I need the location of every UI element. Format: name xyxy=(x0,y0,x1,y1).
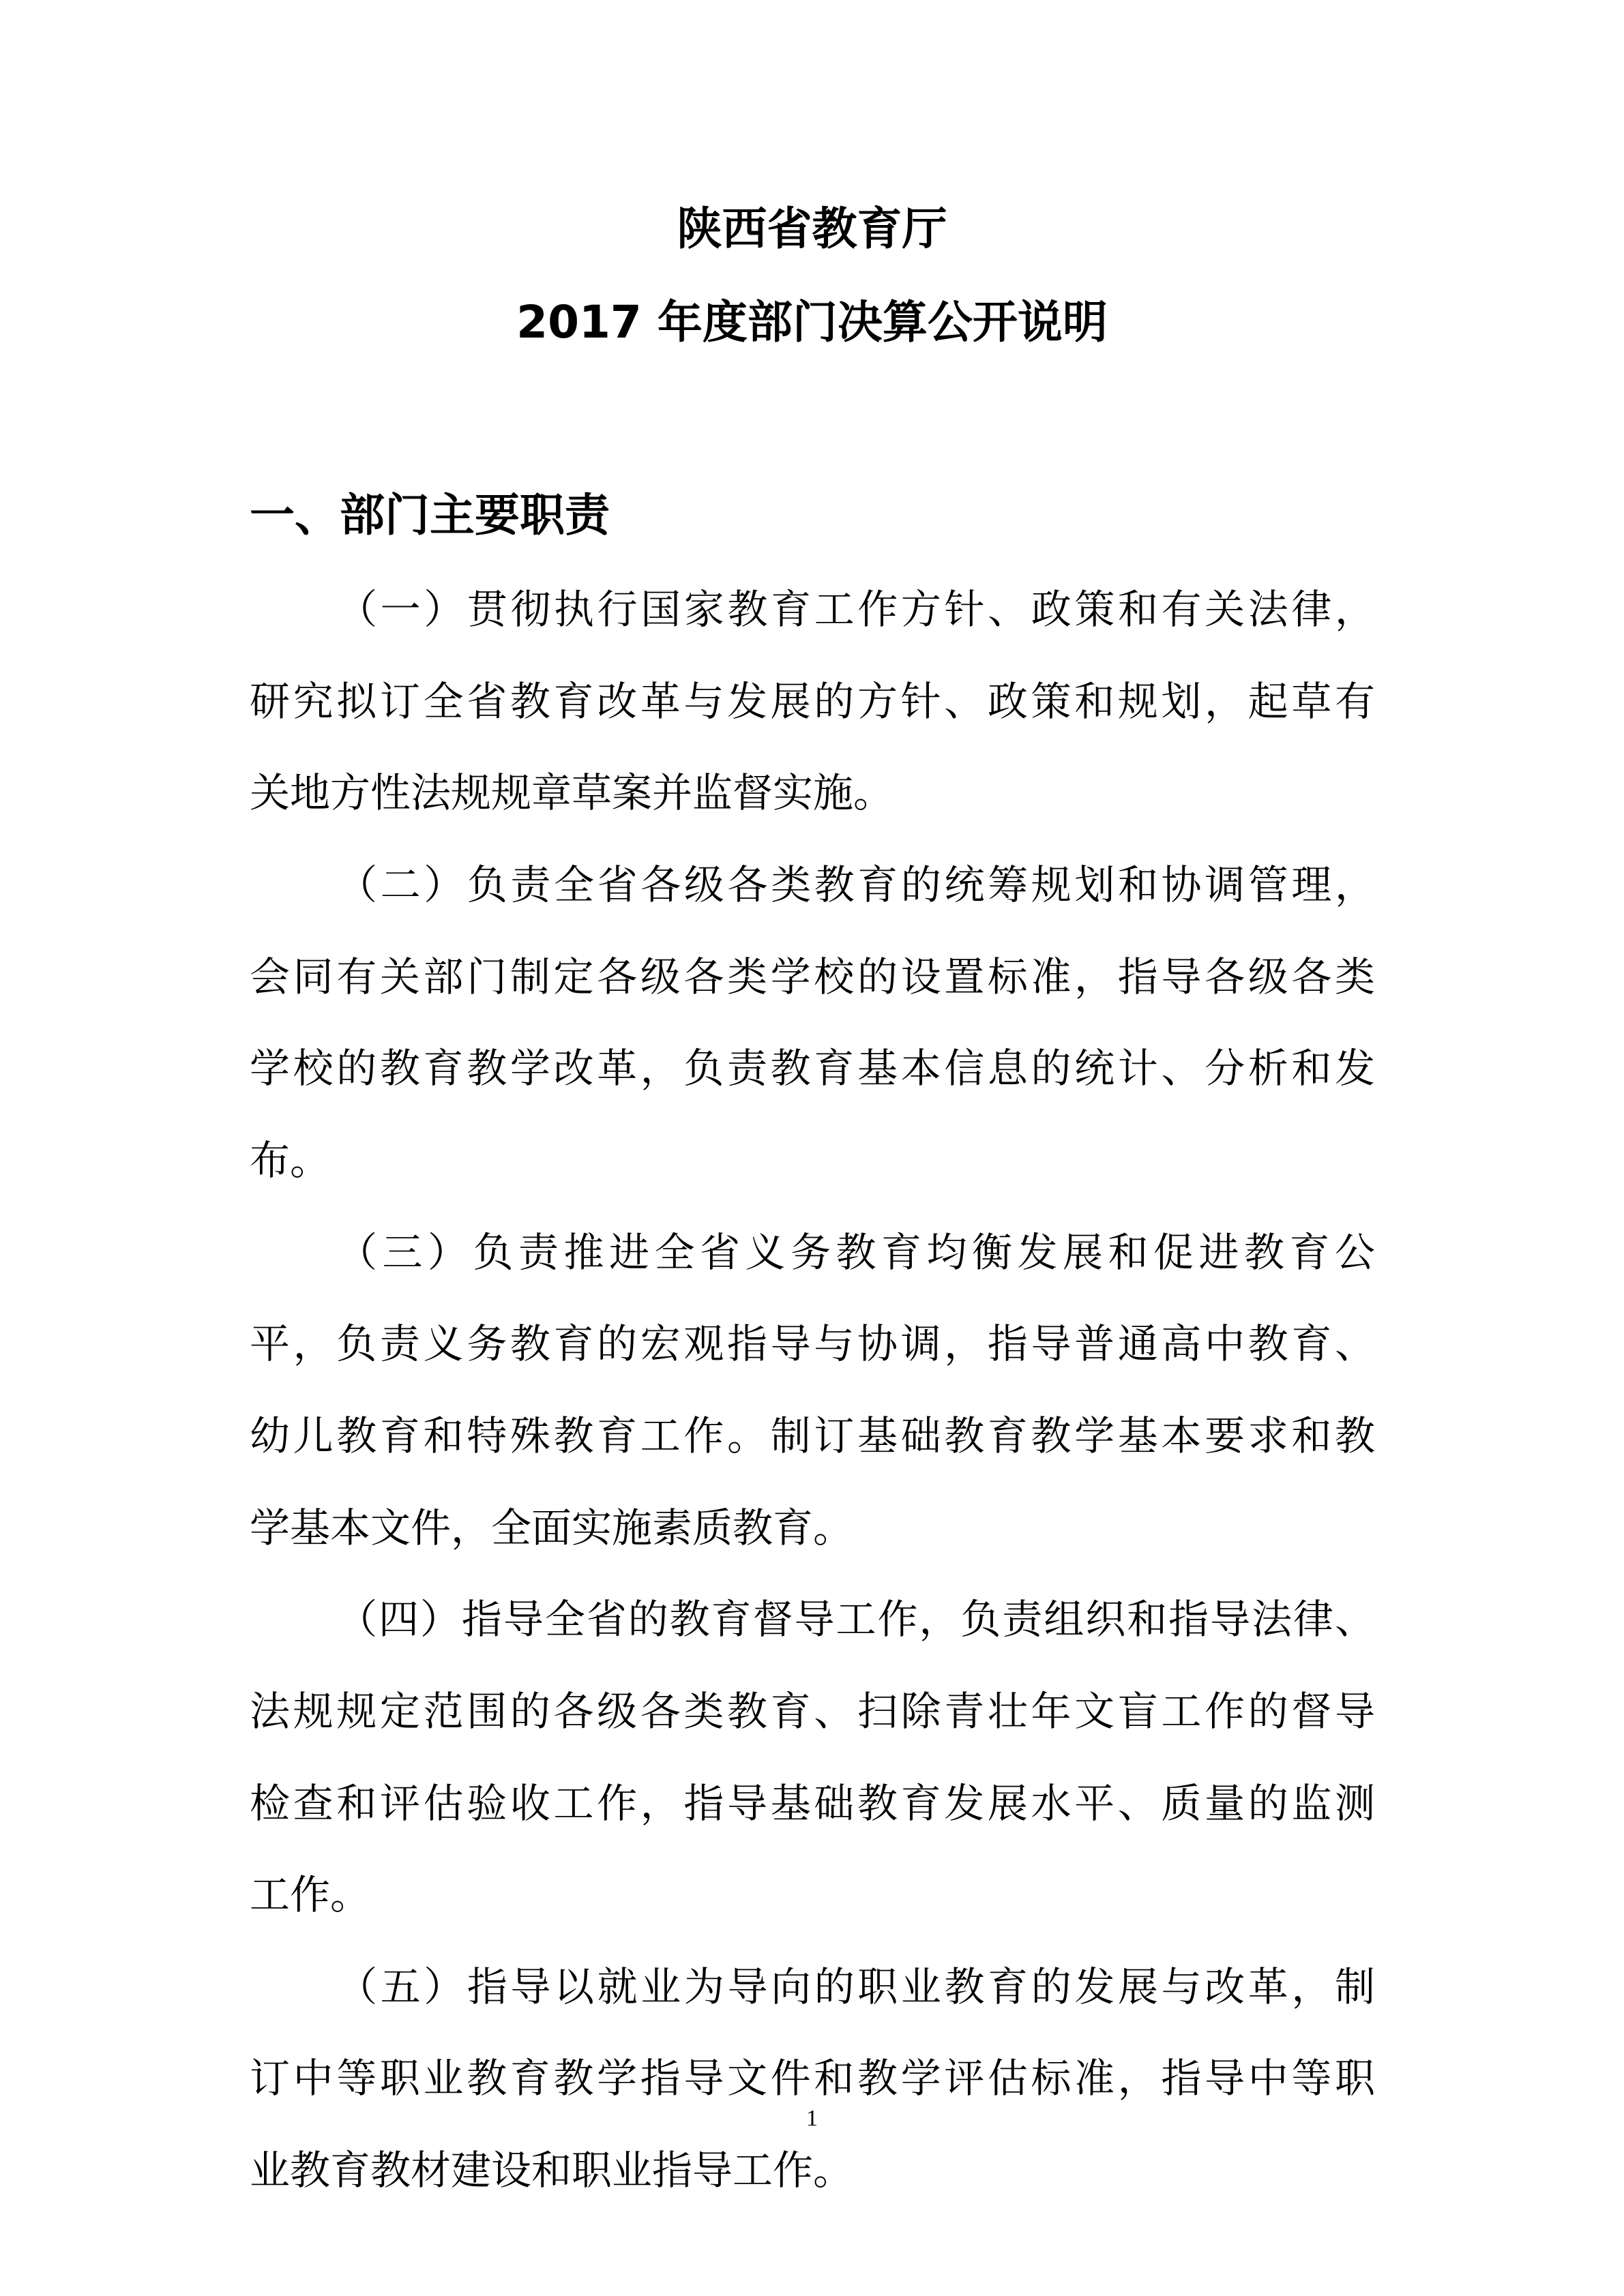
document-title-line-2: 2017 年度部门决算公开说明 xyxy=(516,296,1108,348)
paragraph-line: 研究拟订全省教育改革与发展的方针、政策和规划，起草有 xyxy=(250,678,1375,725)
paragraph-line: 工作。 xyxy=(250,1871,371,1918)
paragraph-line: 平，负责义务教育的宏观指导与协调，指导普通高中教育、 xyxy=(250,1320,1375,1367)
document-title-line-1: 陕西省教育厅 xyxy=(677,203,947,255)
paragraph-line: 学基本文件，全面实施素质教育。 xyxy=(250,1504,854,1551)
paragraph-line: 布。 xyxy=(250,1137,331,1184)
section-heading: 一、部门主要职责 xyxy=(250,489,610,541)
page-number: 1 xyxy=(806,2106,818,2131)
paragraph-line: （五）指导以就业为导向的职业教育的发展与改革，制 xyxy=(337,1963,1375,2010)
paragraph-line: 业教育教材建设和职业指导工作。 xyxy=(250,2147,854,2194)
paragraph-line: 学校的教育教学改革，负责教育基本信息的统计、分析和发 xyxy=(250,1045,1375,1092)
paragraph-line: 检查和评估验收工作，指导基础教育发展水平、质量的监测 xyxy=(250,1780,1375,1827)
paragraph-line: 关地方性法规规章草案并监督实施。 xyxy=(250,769,894,816)
paragraph-line: （二）负责全省各级各类教育的统筹规划和协调管理， xyxy=(337,861,1375,908)
paragraph-line: 会同有关部门制定各级各类学校的设置标准，指导各级各类 xyxy=(250,953,1375,1000)
paragraph-line: （一）贯彻执行国家教育工作方针、政策和有关法律， xyxy=(337,586,1375,633)
paragraph-line: 法规规定范围的各级各类教育、扫除青壮年文盲工作的督导 xyxy=(250,1688,1375,1735)
paragraph-line: 订中等职业教育教学指导文件和教学评估标准，指导中等职 xyxy=(250,2055,1375,2102)
paragraph-line: （四）指导全省的教育督导工作，负责组织和指导法律、 xyxy=(337,1596,1375,1643)
paragraph-line: （三）负责推进全省义务教育均衡发展和促进教育公 xyxy=(337,1229,1375,1276)
paragraph-line: 幼儿教育和特殊教育工作。制订基础教育教学基本要求和教 xyxy=(250,1412,1375,1459)
